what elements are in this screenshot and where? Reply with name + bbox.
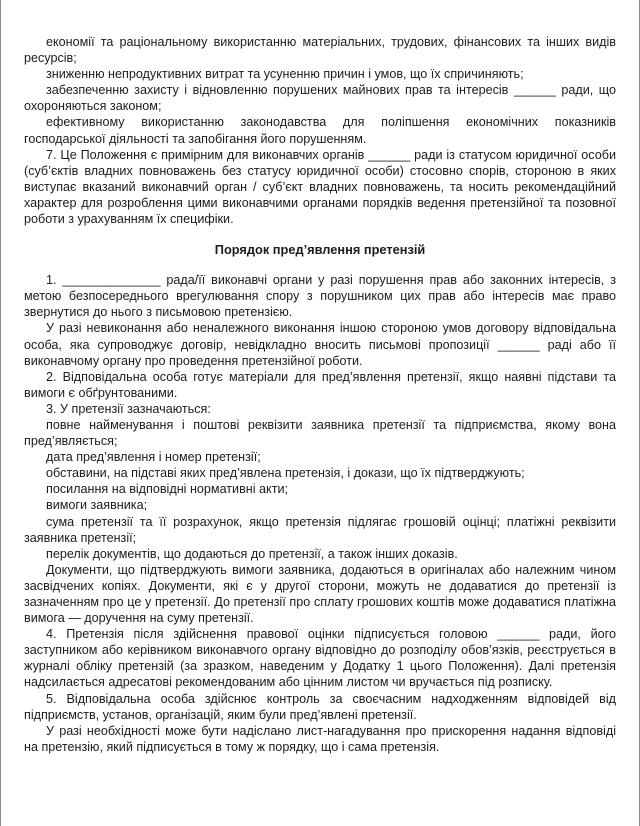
list-item-name-details: повне найменування і поштові реквізити заявника претензії та підприємства, якому вона пред’являється; bbox=[24, 417, 616, 449]
paragraph-item-4: 4. Претензія після здійснення правової оцінки підписується головою ______ ради, його заступником або керівником виконавчого органу відповідно до розподілу обов’язків, реєструється в журналі обліку претензій (за зразком, наведеним у Додатку 1 цього Положення). Далі претензія надсилається адресатові рекомендованим або цінним листом чи вручається під розписку. bbox=[24, 627, 616, 690]
paragraph-reminder-letter: У разі необхідності може бути надіслано лист-нагадування про прискорення надання відповіді на претензію, який підписується в тому ж порядку, що і сама претензія. bbox=[24, 723, 616, 754]
paragraph-item-3: 3. У претензії зазначаються: bbox=[46, 401, 211, 416]
paragraph-economy: економії та раціональному використанню матеріальних, трудових, фінансових та інших видів ресурсів; bbox=[24, 35, 616, 66]
paragraph-legislation: ефективному використанню законодавства для поліпшення економічних показників господарської діяльності та запобігання його порушенням. bbox=[24, 115, 616, 146]
section-heading: Порядок пред’явлення претензій bbox=[214, 242, 426, 258]
list-item-circumstances: обставини, на підставі яких пред’явлена претензія, і докази, що їх підтверджують; bbox=[46, 466, 525, 481]
paragraph-item-7: 7. Це Положення є примірним для виконавчих органів ______ ради із статусом юридичної особи (суб’єктів владних повноважень без статусу юридичної особи) стосовно спорів, стороною в яких виступає вказаний виконавчий орган / суб’єкт владних повноважень, та носить рекомендаційний характер для розроблення цими виконавчими органами порядків ведення претензійної та позовної роботи з урахуванням їх специфіки. bbox=[24, 147, 616, 227]
paragraph-supporting-documents: Документи, що підтверджують вимоги заявника, додаються в оригіналах або належним чином засвідчених копіях. Документи, які є у другої сторони, можуть не додаватися до претензії із зазначенням про це у претензії. До претензії про сплату грошових коштів може додаватися платіжна вимога — доручення на суму претензії. bbox=[24, 562, 616, 626]
list-item-legal-acts: посилання на відповідні нормативні акти; bbox=[46, 482, 288, 497]
list-item-requirements: вимоги заявника; bbox=[46, 498, 148, 513]
paragraph-costs: зниженню непродуктивних витрат та усуненню причин і умов, що їх спричиняють; bbox=[46, 67, 524, 82]
paragraph-item-2: 2. Відповідальна особа готує матеріали для пред’явлення претензії, якщо наявні підстави та вимоги є обґрунтованими. bbox=[24, 369, 616, 400]
paragraph-item-5: 5. Відповідальна особа здійснює контроль за своєчасним надходженням відповідей від підприємств, установ, організацій, яким були пред’явлені претензії. bbox=[24, 691, 616, 722]
paragraph-protection: забезпеченню захисту і відновленню порушених майнових прав та інтересів ______ ради, що охороняються законом; bbox=[24, 83, 616, 114]
document-body bbox=[24, 34, 616, 755]
list-item-claim-amount: сума претензії та її розрахунок, якщо претензія підлягає грошовій оцінці; платіжні реквізити заявника претензії; bbox=[24, 514, 616, 545]
list-item-date-number: дата пред’явлення і номер претензії; bbox=[46, 450, 261, 465]
paragraph-nonperformance: У разі невиконання або неналежного виконання іншою стороною умов договору відповідальна особа, яка супроводжує договір, невідкладно вносить письмові пропозиції ______ раді або її виконавчому органу про проведення претензійної роботи. bbox=[24, 321, 616, 368]
list-item-documents-list: перелік документів, що додаються до претензії, а також інших доказів. bbox=[46, 546, 458, 561]
paragraph-item-1: 1. ______________ рада/її виконавчі органи у разі порушення прав або законних інтересів, з метою безпосереднього врегулювання спору з порушником цих прав або інтересів має право звернутися до нього з письмовою претензією. bbox=[24, 273, 616, 320]
